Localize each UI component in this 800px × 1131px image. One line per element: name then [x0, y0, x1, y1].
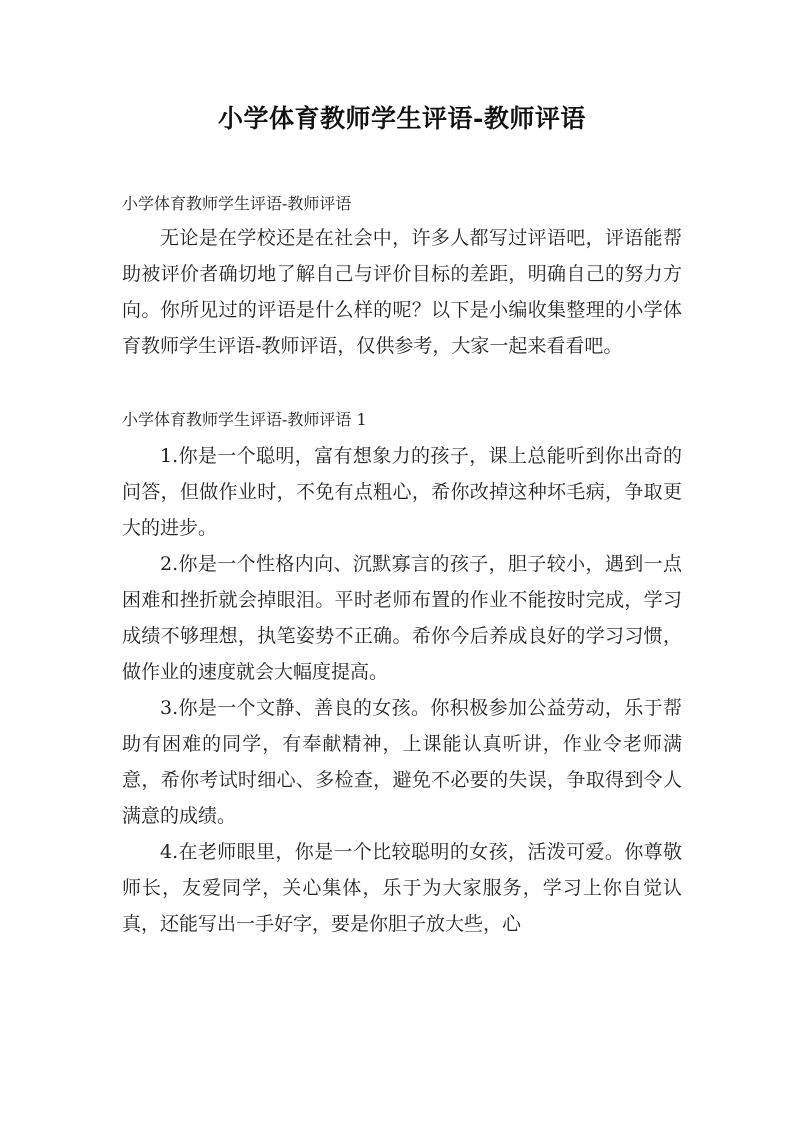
section-heading: 小学体育教师学生评语-教师评语 1 — [122, 410, 367, 429]
comment-item: 4.在老师眼里，你是一个比较聪明的女孩，活泼可爱。你尊敬师长，友爱同学，关心集体，乐于为大家服务，学习上你自觉认真，还能写出一手好字，要是你胆子放大些，心 — [122, 841, 682, 935]
intro-paragraph: 无论是在学校还是在社会中，许多人都写过评语吧，评语能帮助被评价者确切地了解自己与评价目标的差距，明确自己的努力方向。你所见过的评语是什么样的呢？以下是小编收集整理的小学体育教师学生评语-教师评语，仅供参考，大家一起来看看吧。 — [122, 227, 682, 357]
comment-item: 2.你是一个性格内向、沉默寡言的孩子，胆子较小，遇到一点困难和挫折就会掉眼泪。平时老师布置的作业不能按时完成，学习成绩不够理想，执笔姿势不正确。希你今后养成良好的学习习惯，做作业的速度就会大幅度提高。 — [122, 553, 682, 683]
document-title: 小学体育教师学生评语-教师评语 — [218, 104, 586, 133]
intro-heading: 小学体育教师学生评语-教师评语 — [122, 194, 352, 213]
comment-list — [122, 438, 682, 942]
comment-item: 1.你是一个聪明，富有想象力的孩子，课上总能听到你出奇的问答，但做作业时，不免有点粗心，希你改掉这种坏毛病，争取更大的进步。 — [122, 445, 682, 539]
comment-item: 3.你是一个文静、善良的女孩。你积极参加公益劳动，乐于帮助有困难的同学，有奉献精神，上课能认真听讲，作业令老师满意，希你考试时细心、多检查，避免不必要的失误，争取得到令人满意的成绩。 — [122, 697, 682, 827]
